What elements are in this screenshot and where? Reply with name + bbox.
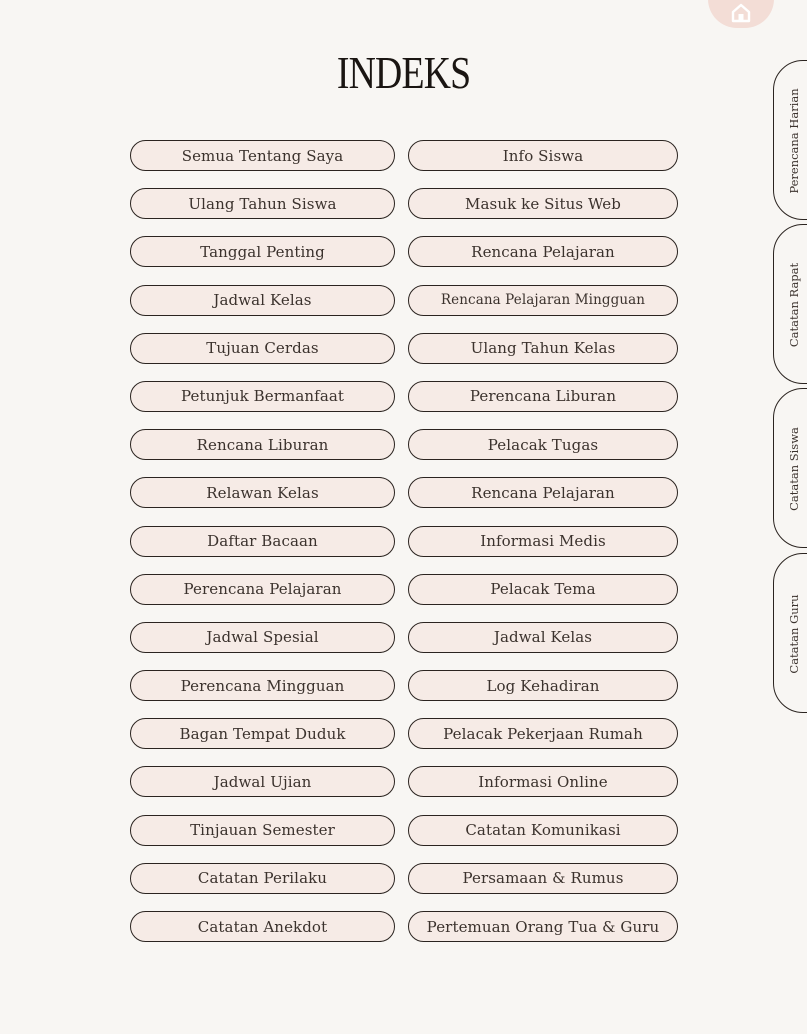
index-link[interactable]: Log Kehadiran (408, 670, 678, 701)
index-link[interactable]: Info Siswa (408, 140, 678, 171)
index-link[interactable]: Petunjuk Bermanfaat (130, 381, 395, 412)
index-link[interactable]: Jadwal Spesial (130, 622, 395, 653)
index-link[interactable]: Pelacak Tugas (408, 429, 678, 460)
side-tab-catatan-rapat[interactable] (773, 224, 807, 384)
index-link[interactable]: Jadwal Kelas (130, 285, 395, 316)
index-link[interactable]: Catatan Komunikasi (408, 815, 678, 846)
index-link[interactable]: Relawan Kelas (130, 477, 395, 508)
home-button[interactable] (708, 0, 774, 28)
index-link[interactable]: Masuk ke Situs Web (408, 188, 678, 219)
index-left-column (130, 140, 395, 959)
side-tab-label: Catatan Rapat (787, 262, 801, 348)
index-link[interactable]: Bagan Tempat Duduk (130, 718, 395, 749)
index-link[interactable]: Semua Tentang Saya (130, 140, 395, 171)
index-link[interactable]: Rencana Liburan (130, 429, 395, 460)
index-link[interactable]: Informasi Medis (408, 526, 678, 557)
index-link[interactable]: Catatan Perilaku (130, 863, 395, 894)
index-link[interactable]: Pelacak Pekerjaan Rumah (408, 718, 678, 749)
side-tab-label: Catatan Guru (787, 594, 801, 674)
index-link[interactable]: Daftar Bacaan (130, 526, 395, 557)
index-link[interactable]: Ulang Tahun Siswa (130, 188, 395, 219)
index-link[interactable]: Perencana Pelajaran (130, 574, 395, 605)
side-tab-catatan-guru[interactable] (773, 553, 807, 713)
index-link[interactable]: Catatan Anekdot (130, 911, 395, 942)
side-tab-perencana-harian[interactable] (773, 60, 807, 220)
index-link[interactable]: Rencana Pelajaran (408, 236, 678, 267)
index-link[interactable]: Perencana Liburan (408, 381, 678, 412)
index-link[interactable]: Tujuan Cerdas (130, 333, 395, 364)
home-icon (730, 2, 752, 24)
index-link[interactable]: Ulang Tahun Kelas (408, 333, 678, 364)
index-link[interactable]: Informasi Online (408, 766, 678, 797)
index-link[interactable]: Tanggal Penting (130, 236, 395, 267)
side-tab-label: Catatan Siswa (787, 427, 801, 511)
index-link[interactable]: Pelacak Tema (408, 574, 678, 605)
side-tab-catatan-siswa[interactable] (773, 388, 807, 548)
index-link[interactable]: Rencana Pelajaran Mingguan (408, 285, 678, 316)
index-link[interactable]: Jadwal Kelas (408, 622, 678, 653)
index-link[interactable]: Pertemuan Orang Tua & Guru (408, 911, 678, 942)
index-link[interactable]: Perencana Mingguan (130, 670, 395, 701)
index-link[interactable]: Jadwal Ujian (130, 766, 395, 797)
index-link[interactable]: Tinjauan Semester (130, 815, 395, 846)
page-title: INDEKS (336, 47, 471, 98)
side-tab-label: Perencana Harian (787, 88, 801, 194)
index-right-column (408, 140, 678, 959)
index-link[interactable]: Persamaan & Rumus (408, 863, 678, 894)
index-link[interactable]: Rencana Pelajaran (408, 477, 678, 508)
